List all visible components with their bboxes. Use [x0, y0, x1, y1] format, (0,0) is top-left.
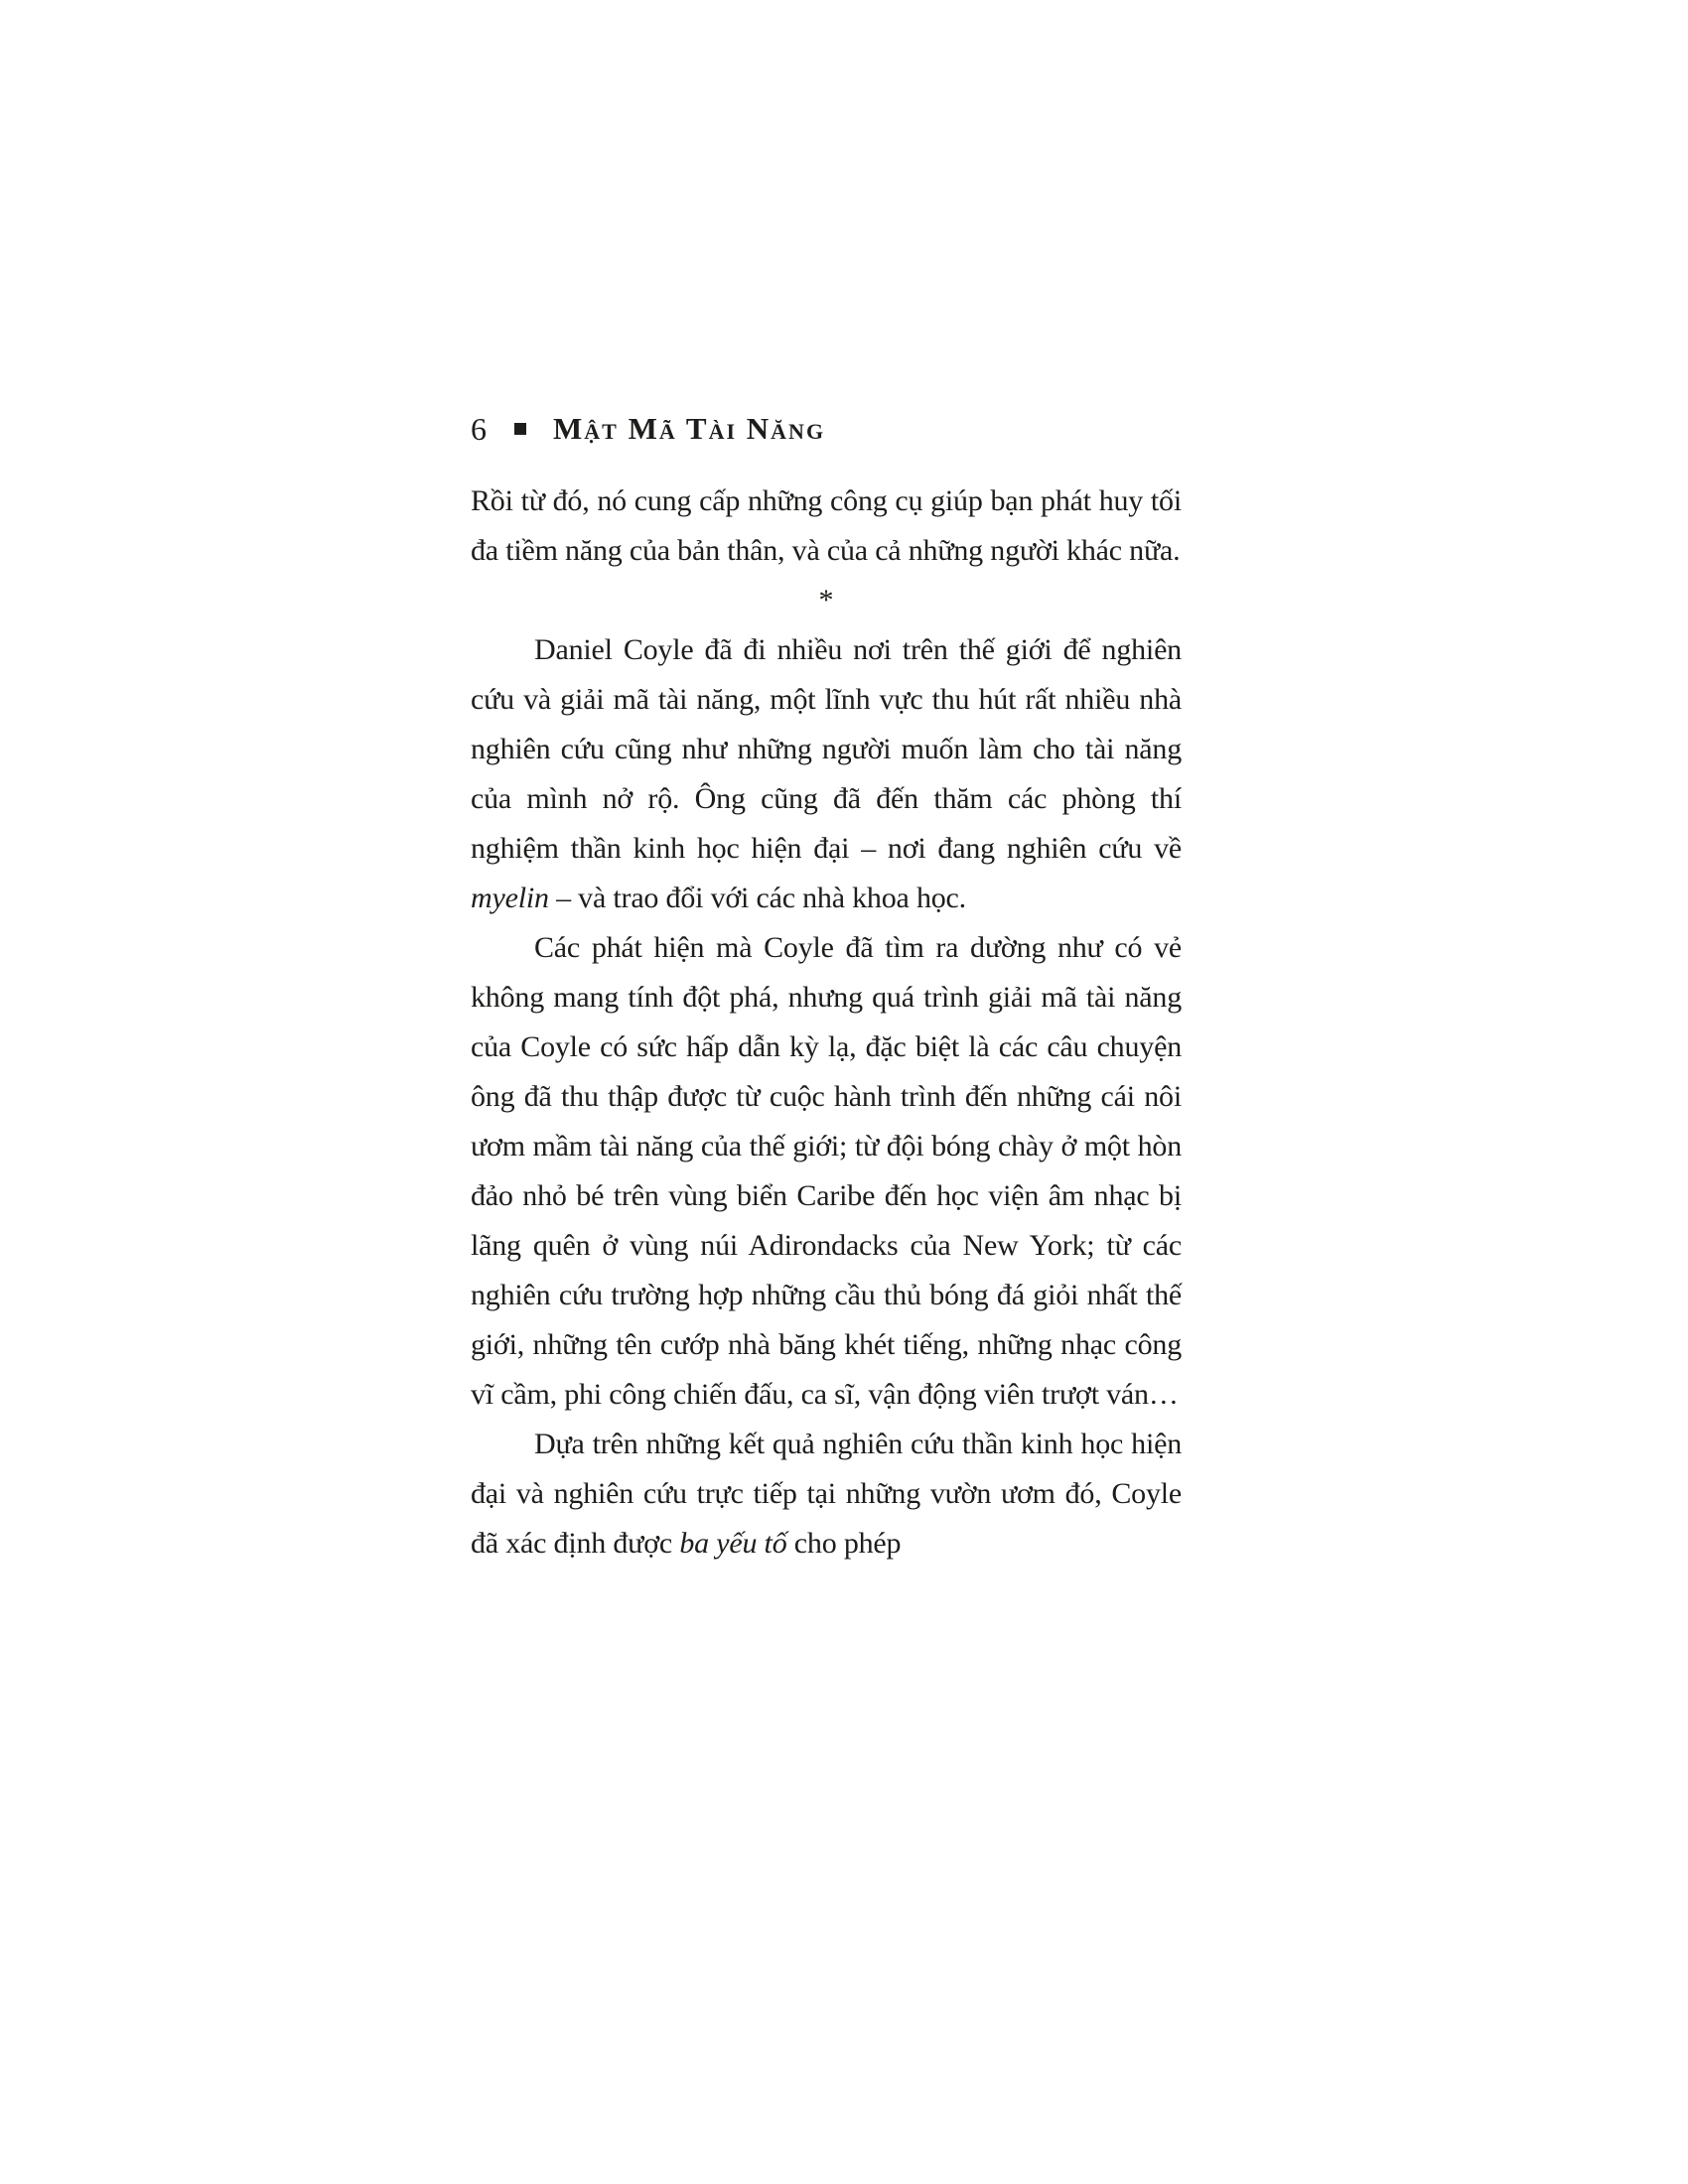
running-header: [471, 407, 1182, 451]
filled-square-icon: [514, 423, 526, 435]
page-number: 6: [471, 411, 487, 447]
paragraph-4: Dựa trên những kết quả nghiên cứu thần kinh học hiện đại và nghiên cứu trực tiếp tại những vườn ươm đó, Coyle đã xác định được ba yếu tố cho phép: [471, 1428, 1182, 1560]
section-break-asterisk: *: [818, 584, 834, 616]
page-content: [471, 407, 1182, 1569]
paragraph-2: Daniel Coyle đã đi nhiều nơi trên thế giới để nghiên cứu và giải mã tài năng, một lĩnh vực thu hút rất nhiều nhà nghiên cứu cũng như những người muốn làm cho tài năng của mình nở rộ. Ông cũng đã đến thăm các phòng thí nghiệm thần kinh học hiện đại – nơi đang nghiên cứu về myelin – và trao đổi với các nhà khoa học.: [471, 633, 1182, 914]
book-title: Mật Mã Tài Năng: [553, 411, 826, 446]
page-body: [471, 477, 1182, 1569]
paragraph-3: Các phát hiện mà Coyle đã tìm ra dường như có vẻ không mang tính đột phá, nhưng quá trình giải mã tài năng của Coyle có sức hấp dẫn kỳ lạ, đặc biệt là các câu chuyện ông đã thu thập được từ cuộc hành trình đến những cái nôi ươm mầm tài năng của thế giới; từ đội bóng chày ở một hòn đảo nhỏ bé trên vùng biển Caribe đến học viện âm nhạc bị lãng quên ở vùng núi Adirondacks của New York; từ các nghiên cứu trường hợp những cầu thủ bóng đá giỏi nhất thế giới, những tên cướp nhà băng khét tiếng, những nhạc công vĩ cầm, phi công chiến đấu, ca sĩ, vận động viên trượt ván…: [471, 931, 1182, 1411]
paragraph-1: Rồi từ đó, nó cung cấp những công cụ giúp bạn phát huy tối đa tiềm năng của bản thân, và của cả những người khác nữa.: [471, 484, 1182, 567]
